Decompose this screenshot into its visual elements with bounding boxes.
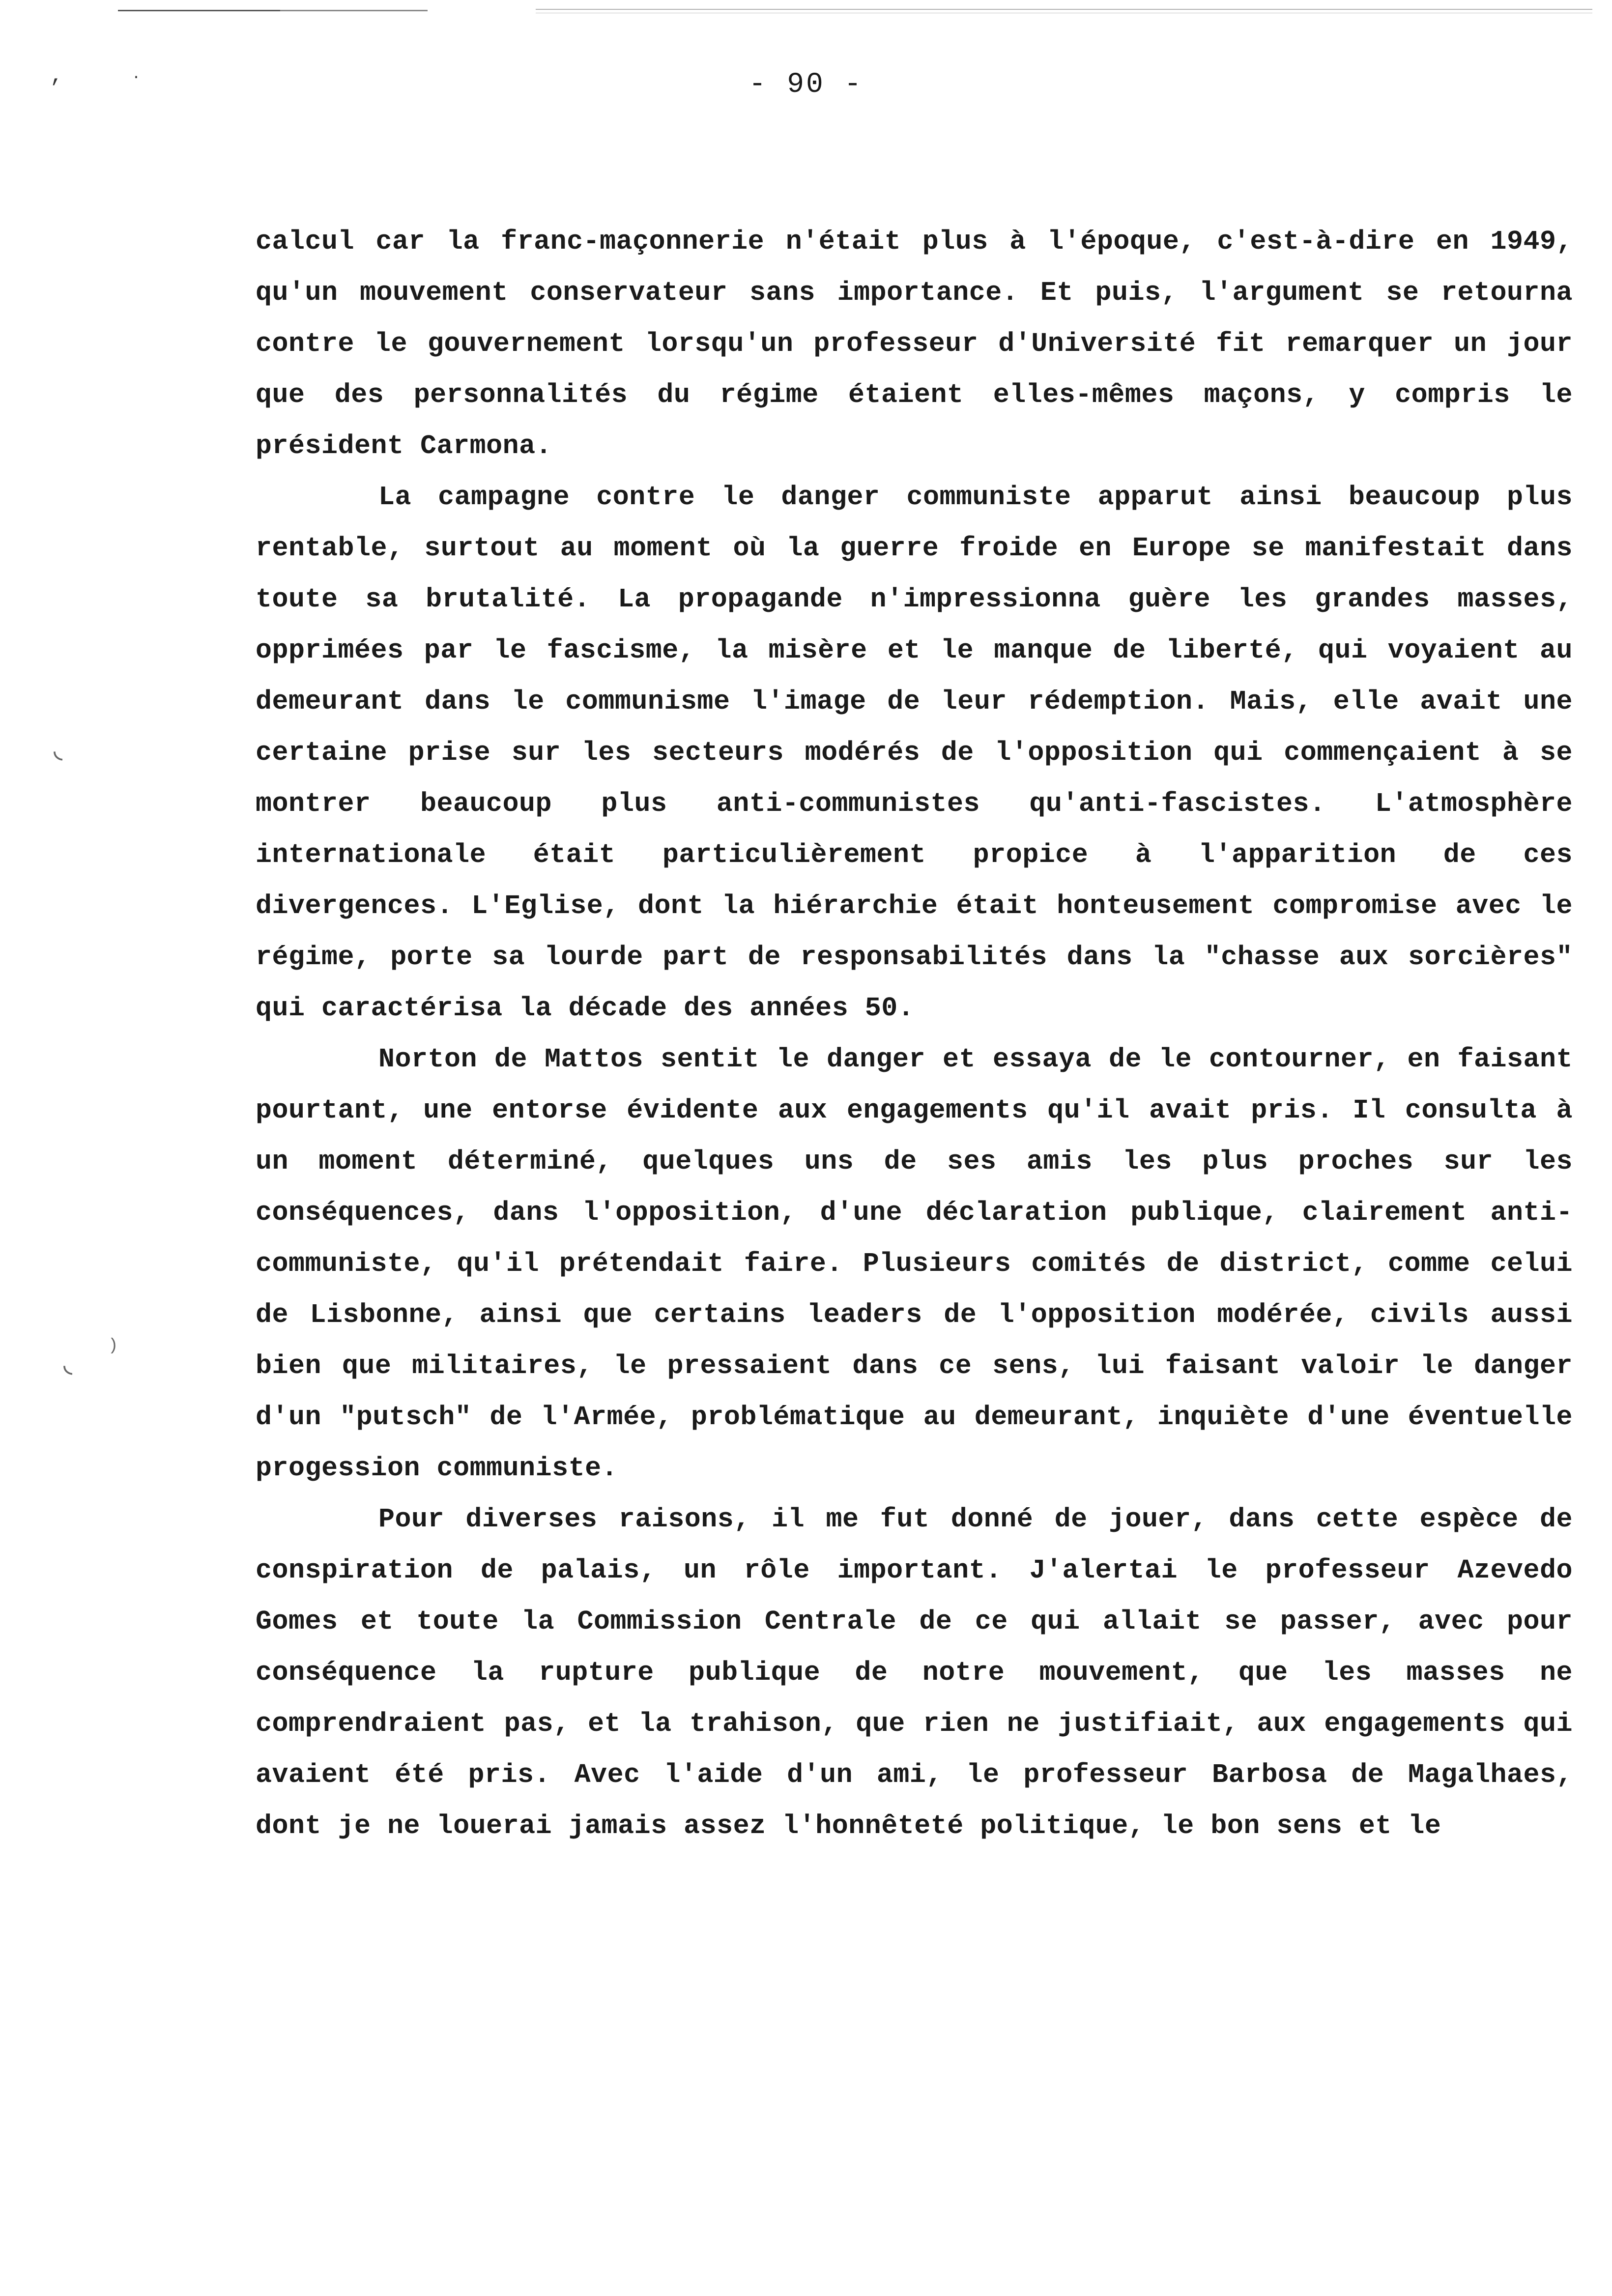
- scan-margin-curve: ◟: [49, 735, 67, 769]
- paragraph: Norton de Mattos sentit le danger et essaya de le contourner, en faisant pourtant, une entorse évidente aux engagements qu'il avait pris. Il consulta à un moment déterminé, quelques uns de ses amis les plus proches sur les conséquences, dans l'opposition, d'une déclaration publique, clairement anti-communiste, qu'il prétendait faire. Plusieurs comités de district, comme celui de Lisbonne, ainsi que certains leaders de l'opposition modérée, civils aussi bien que militaires, le pressaient dans ce sens, lui faisant valoir le danger d'un "putsch" de l'Armée, problématique au demeurant, inquiète d'une éventuelle progession communiste.: [256, 1044, 1573, 1484]
- paragraph: Pour diverses raisons, il me fut donné de jouer, dans cette espèce de conspiration de palais, un rôle important. J'alertai le professeur Azevedo Gomes et toute la Commission Centrale de ce qui allait se passer, avec pour conséquence la rupture publique de notre mouvement, que les masses ne comprendraient pas, et la trahison, que rien ne justifiait, aux engagements qui avaient été pris. Avec l'aide d'un ami, le professeur Barbosa de Magalhaes, dont je ne louerai jamais assez l'honnêteté politique, le bon sens et le: [256, 1504, 1573, 1841]
- scan-speck: ,: [50, 64, 63, 88]
- paragraph: La campagne contre le danger communiste apparut ainsi beaucoup plus rentable, surtout au moment où la guerre froide en Europe se manifestait dans toute sa brutalité. La propagande n'impressionna guère les grandes masses, opprimées par le fascisme, la misère et le manque de liberté, qui voyaient au demeurant dans le communisme l'image de leur rédemption. Mais, elle avait une certaine prise sur les secteurs modérés de l'opposition qui commençaient à se montrer beaucoup plus anti-communistes qu'anti-fascistes. L'atmosphère internationale était particulièrement propice à l'apparition de ces divergences. L'Eglise, dont la hiérarchie était honteusement compromise avec le régime, porte sa lourde part de responsabilités dans la "chasse aux sorcières" qui caractérisa la décade des années 50.: [256, 482, 1573, 1024]
- scan-speck: .: [132, 66, 141, 83]
- page-number: - 90 -: [748, 69, 864, 101]
- scan-margin-curve: ◟: [59, 1349, 77, 1383]
- scan-speck: ): [108, 1337, 118, 1355]
- body-text: [256, 216, 1573, 1852]
- scan-artifact-rule: [536, 9, 1592, 10]
- scan-artifact-rule: [118, 10, 280, 11]
- paragraph: calcul car la franc-maçonnerie n'était plus à l'époque, c'est-à-dire en 1949, qu'un mouvement conservateur sans importance. Et puis, l'argument se retourna contre le gouvernement lorsqu'un professeur d'Université fit remarquer un jour que des personnalités du régime étaient elles-mêmes maçons, y compris le président Carmona.: [256, 226, 1573, 461]
- scan-artifact-rule: [265, 10, 428, 11]
